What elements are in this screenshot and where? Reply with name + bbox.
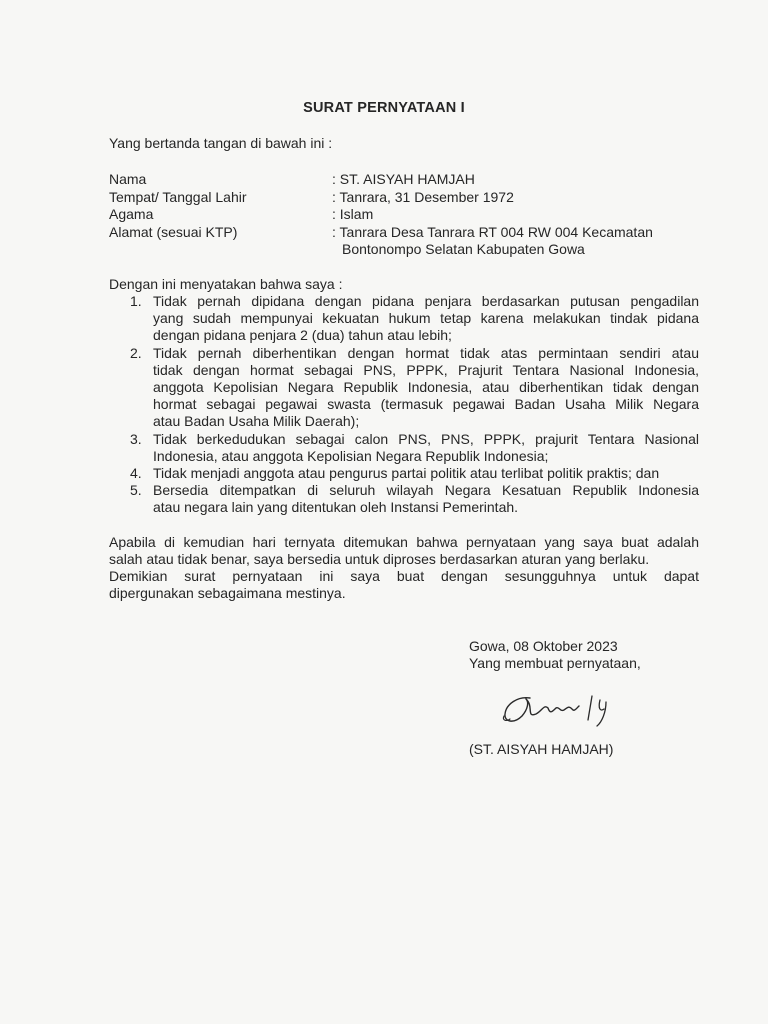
item-line: Bersedia ditempatkan di seluruh wilayah Negara Kesatuan Republik Indonesia: [153, 482, 699, 498]
field-value-ttl: : Tanrara, 31 Desember 1972: [332, 189, 514, 205]
closing-line: dipergunakan sebagaimana mestinya.: [109, 585, 346, 601]
closing-line: Demikian surat pernyataan ini saya buat dengan sesungguhnya untuk dapat: [109, 568, 699, 584]
field-value-alamat-cont: Bontonompo Selatan Kabupaten Gowa: [342, 241, 585, 257]
item-line: Tidak menjadi anggota atau pengurus partai politik atau terlibat politik praktis; dan: [153, 465, 660, 481]
field-value-nama: : ST. AISYAH HAMJAH: [332, 171, 475, 187]
item-line: atau Badan Usaha Milik Daerah);: [153, 413, 360, 429]
item-line: Tidak pernah diberhentikan dengan hormat tidak atas permintaan sendiri atau: [153, 345, 699, 361]
statement-intro: Dengan ini menyatakan bahwa saya :: [109, 276, 343, 292]
item-number: 5.: [130, 482, 142, 498]
item-number: 2.: [130, 345, 142, 361]
signature-scribble: [496, 682, 626, 734]
document-title: SURAT PERNYATAAN I: [303, 100, 465, 116]
field-value-agama: : Islam: [332, 206, 374, 222]
item-number: 4.: [130, 465, 142, 481]
item-line: atau negara lain yang ditentukan oleh Instansi Pemerintah.: [153, 499, 519, 515]
item-line: anggota Kepolisian Negara Republik Indonesia, atau diberhentikan tidak dengan: [153, 379, 699, 395]
handwritten-signature: [496, 682, 626, 734]
field-value-alamat: : Tanrara Desa Tanrara RT 004 RW 004 Kecamatan: [332, 224, 653, 240]
place-date: Gowa, 08 Oktober 2023: [469, 638, 618, 654]
item-number: 1.: [130, 293, 142, 309]
item-line: hormat sebagai pegawai swasta (termasuk pegawai Badan Usaha Milik Negara: [153, 396, 699, 412]
intro-text: Yang bertanda tangan di bawah ini :: [109, 135, 333, 151]
item-line: Tidak pernah dipidana dengan pidana penjara berdasarkan putusan pengadilan: [153, 293, 699, 309]
field-label-alamat: Alamat (sesuai KTP): [109, 224, 238, 240]
item-line: tidak dengan hormat sebagai PNS, PPPK, Prajurit Tentara Nasional Indonesia,: [153, 362, 699, 378]
closing-line: Apabila di kemudian hari ternyata ditemukan bahwa pernyataan yang saya buat adalah: [109, 534, 699, 550]
field-label-agama: Agama: [109, 206, 154, 222]
signer-name: (ST. AISYAH HAMJAH): [469, 741, 614, 757]
item-number: 3.: [130, 431, 142, 447]
field-label-nama: Nama: [109, 171, 147, 187]
field-label-ttl: Tempat/ Tanggal Lahir: [109, 189, 247, 205]
signer-label: Yang membuat pernyataan,: [469, 655, 641, 671]
item-line: Tidak berkedudukan sebagai calon PNS, PNS, PPPK, prajurit Tentara Nasional: [153, 431, 699, 447]
closing-line: salah atau tidak benar, saya bersedia untuk diproses berdasarkan aturan yang berlaku.: [109, 551, 650, 567]
item-line: dengan pidana penjara 2 (dua) tahun atau lebih;: [153, 327, 452, 343]
item-line: Indonesia, atau anggota Kepolisian Negara Republik Indonesia;: [153, 448, 549, 464]
item-line: yang sudah mempunyai kekuatan hukum tetap karena melakukan tindak pidana: [153, 310, 699, 326]
